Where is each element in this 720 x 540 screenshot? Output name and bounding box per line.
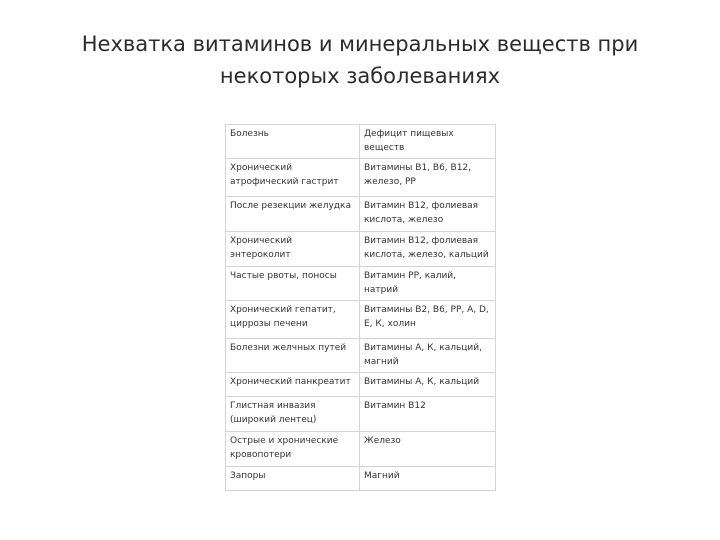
deficit-cell: Витамины В1, В6, В12, железо, РР	[360, 159, 496, 197]
deficit-cell: Магний	[360, 467, 496, 491]
disease-cell: Болезни желчных путей	[226, 339, 360, 373]
disease-cell: Острые и хронические кровопотери	[226, 432, 360, 467]
disease-cell: Хронический энтероколит	[226, 232, 360, 267]
disease-cell: Запоры	[226, 467, 360, 491]
header-disease: Болезнь	[226, 125, 360, 159]
deficit-cell: Витамины В2, В6, РР, А, D, Е, К, холин	[360, 301, 496, 339]
table-header-row	[226, 125, 496, 159]
table-row	[226, 267, 496, 301]
table-row	[226, 232, 496, 267]
disease-cell: Хронический гепатит, циррозы печени	[226, 301, 360, 339]
table-row	[226, 301, 496, 339]
header-deficit: Дефицит пищевых веществ	[360, 125, 496, 159]
deficit-cell: Витамин В12, фолиевая кислота, железо, кальций	[360, 232, 496, 267]
table-row	[226, 397, 496, 432]
deficit-cell: Витамины А, К, кальций	[360, 373, 496, 397]
table-row	[226, 159, 496, 197]
deficit-cell: Витамины А, К, кальций, магний	[360, 339, 496, 373]
page-title-line-1: Нехватка витаминов и минеральных веществ при	[81, 32, 639, 56]
deficit-cell: Витамин РР, калий, натрий	[360, 267, 496, 301]
table-row	[226, 373, 496, 397]
deficit-cell: Витамин В12, фолиевая кислота, железо	[360, 197, 496, 232]
page-title-line-2: некоторых заболеваниях	[219, 64, 501, 88]
table-row	[226, 432, 496, 467]
deficit-cell: Витамин В12	[360, 397, 496, 432]
deficit-cell: Железо	[360, 432, 496, 467]
disease-cell: Хронический атрофический гастрит	[226, 159, 360, 197]
deficiency-table	[225, 124, 496, 491]
table-row	[226, 467, 496, 491]
disease-cell: После резекции желудка	[226, 197, 360, 232]
disease-cell: Глистная инвазия (широкий лентец)	[226, 397, 360, 432]
table-row	[226, 339, 496, 373]
disease-cell: Хронический панкреатит	[226, 373, 360, 397]
table-row	[226, 197, 496, 232]
disease-cell: Частые рвоты, поносы	[226, 267, 360, 301]
page-title	[40, 28, 680, 92]
